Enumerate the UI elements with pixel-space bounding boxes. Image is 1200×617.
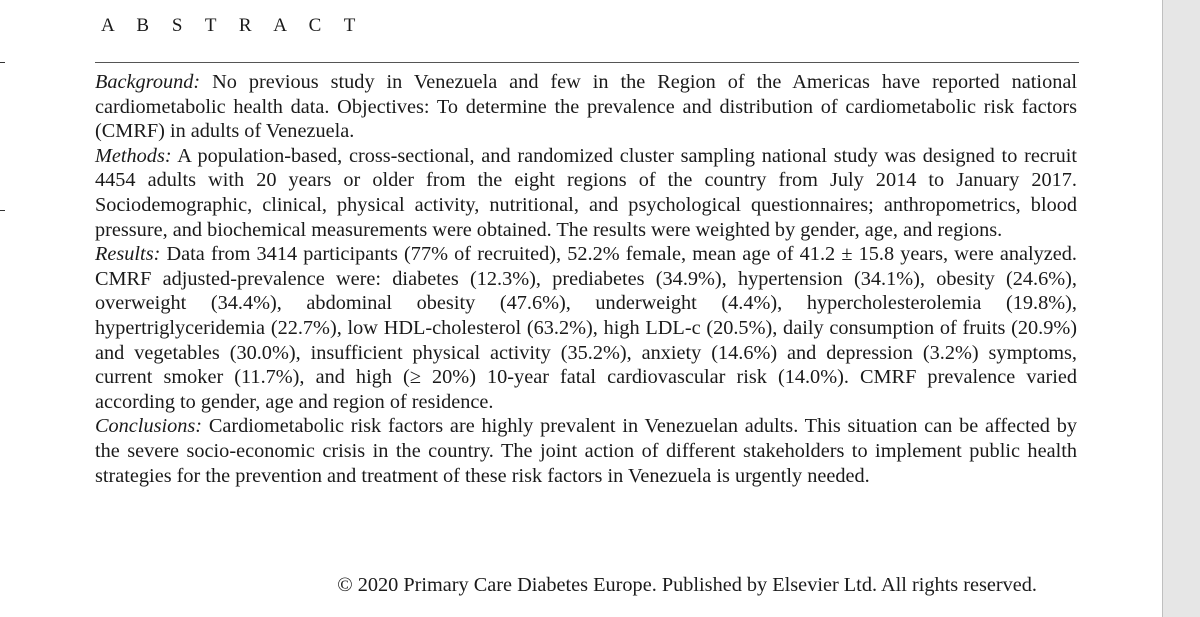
abstract-heading: A B S T R A C T <box>101 15 365 36</box>
margin-tick <box>0 62 5 63</box>
section-label: Background: <box>95 71 201 93</box>
abstract-paragraph-methods <box>95 144 1077 242</box>
section-text: A population-based, cross-sectional, and randomized cluster sampling national study was designed to recruit 4454 adults with 20 years or older from the eight regions of the country from July 2014 to January 2017. Sociodemographic, clinical, physical activity, nutritional, and psychological questionnaires; anthropometrics, blood pressure, and biochemical measurements were obtained. The results were weighted by gender, age, and regions. <box>95 144 1077 241</box>
abstract-body <box>95 70 1077 488</box>
section-label: Conclusions: <box>95 415 203 438</box>
section-text: Cardiometabolic risk factors are highly prevalent in Venezuelan adults. This situation can be affected by the severe socio-economic crisis in the country. The joint action of different stakeholders to implement public health strategies for the prevention and treatment of these risk factors in Venezuela is urgently needed. <box>95 415 1077 487</box>
margin-tick <box>0 210 5 211</box>
copyright-notice: © 2020 Primary Care Diabetes Europe. Published by Elsevier Ltd. All rights reserved. <box>337 574 1037 596</box>
section-label: Methods: <box>95 144 172 167</box>
abstract-paragraph-conclusions <box>95 414 1077 488</box>
section-text: No previous study in Venezuela and few in the Region of the Americas have reported national cardiometabolic health data. Objectives: To determine the prevalence and distribution of cardiometabolic risk factors (CMRF) in adults of Venezuela. <box>95 71 1077 143</box>
viewer-scrollbar-gutter[interactable] <box>1162 0 1200 617</box>
abstract-paragraph-results <box>95 242 1077 414</box>
section-label: Results: <box>95 243 161 266</box>
heading-rule <box>95 62 1079 63</box>
abstract-paragraph-background <box>95 70 1077 144</box>
section-text: Data from 3414 participants (77% of recruited), 52.2% female, mean age of 41.2 ± 15.8 years, were analyzed. CMRF adjusted-prevalence were: diabetes (12.3%), prediabetes (34.9%), hypertension (34.1%), obesity (24.6%), overweight (34.4%), abdominal obesity (47.6%), underweight (4.4%), hypercholesterolemia (19.8%), hypertriglyceridemia (22.7%), low HDL-cholesterol (63.2%), high LDL-c (20.5%), daily consumption of fruits (20.9%) and vegetables (30.0%), insufficient physical activity (35.2%), anxiety (14.6%) and depression (3.2%) symptoms, current smoker (11.7%), and high (≥ 20%) 10-year fatal cardiovascular risk (14.0%). CMRF prevalence varied according to gender, age and region of residence. <box>95 243 1077 413</box>
